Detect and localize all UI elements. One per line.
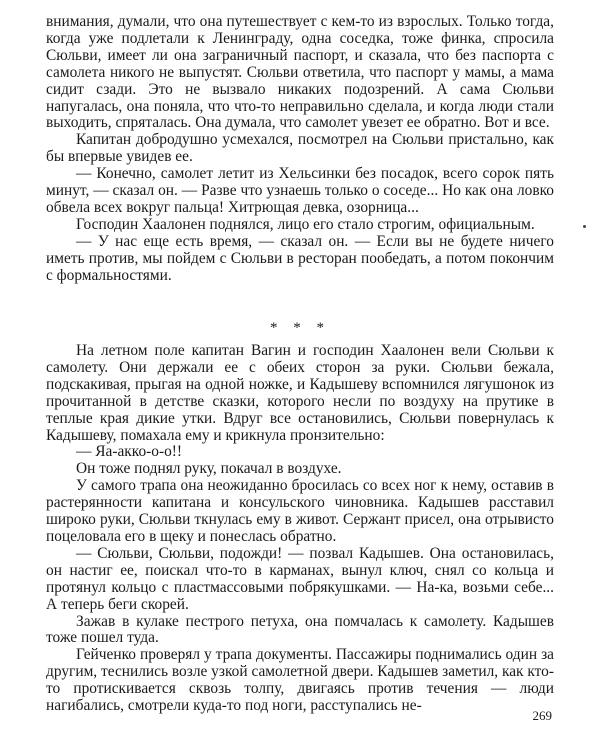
paragraph: Господин Хаалонен поднялся, лицо его стало строгим, официальным.	[76, 215, 535, 233]
paragraph: Капитан добродушно усмехался, посмотрел на Сюльви пристально, как бы впервые увидев ее.	[46, 131, 554, 166]
paragraph: — У нас еще есть время, — сказал он. — Если вы не будете ничего иметь против, мы пойдем с Сюльви в ресторан пообедать, а потом покончим с формальностями.	[46, 232, 554, 284]
bottom-text-section	[46, 343, 554, 715]
paragraph: На летном поле капитан Вагин и господин Хаалонен вели Сюльви к самолету. Они держали ее с обеих сторон за руки. Сюльви бежала, подскакивая, прыгая на одной ножке, и Кадышеву вспомнился лягушонок из прочитанной в детстве сказки, которого несли по воздуху на прутике в теплые края дикие утки. Вдруг все остановились, Сюльви повернулась к Кадышеву, помахала ему и крикнула пронзительно:	[46, 342, 554, 444]
paragraph: внимания, думали, что она путешествует с кем-то из взрослых. Только тогда, когда уже подлетали к Ленинграду, одна соседка, тоже финка, спросила Сюльви, имеет ли она заграничный паспорт, и сказала, что без паспорта с самолета никого не выпустят. Сюльви ответила, что паспорт у мамы, а мама сидит сзади. Это не вызвало никаких подозрений. А сама Сюльви напугалась, она поняла, что что-то неправильно сделала, и когда люди стали выходить, спряталась. Она думала, что самолет увезет ее обратно. Вот и все.	[46, 13, 554, 132]
paragraph: — Конечно, самолет летит из Хельсинки без посадок, всего сорок пять минут, — сказал он. — Разве что узнаешь только о соседе... Но как она ловко обвела всех вокруг пальца! Хитрющая девка, озорница...	[46, 165, 554, 216]
paragraph: — Сюльви, Сюльви, подожди! — позвал Кадышев. Она остановилась, он настиг ее, поискал что-то в карманах, вынул ключ, снял со кольца и протянул кольцо с пластмассовыми побрякушками. — На-ка, возьми себе... А теперь беги скорей.	[46, 544, 554, 613]
section-separator: * * *	[270, 320, 330, 336]
paragraph: — Яа-акко-о-о!!	[76, 443, 183, 461]
paragraph: Зажав в кулаке пестрого петуха, она помчалась к самолету. Кадышев тоже пошел туда.	[46, 612, 554, 647]
stray-mark	[583, 225, 586, 228]
page-number: 269	[532, 708, 552, 723]
paragraph: Он тоже поднял руку, покачал в воздухе.	[76, 460, 342, 478]
paragraph: Гейченко проверял у трапа документы. Пассажиры поднимались один за другим, теснились возле узкой самолетной двери. Кадышев заметил, как кто-то протискивается сквозь толпу, двигаясь против течения — люди нагибались, смотрели куда-то под ноги, расступались не-	[46, 646, 554, 715]
top-text-section	[46, 14, 554, 285]
paragraph: У самого трапа она неожиданно бросилась со всех ног к нему, оставив в растерянности капитана и консульского чиновника. Кадышев расставил широко руки, Сюльви ткнулась ему в живот. Сержант присел, она отрывисто поцеловала его в щеку и понеслась обратно.	[46, 477, 554, 545]
